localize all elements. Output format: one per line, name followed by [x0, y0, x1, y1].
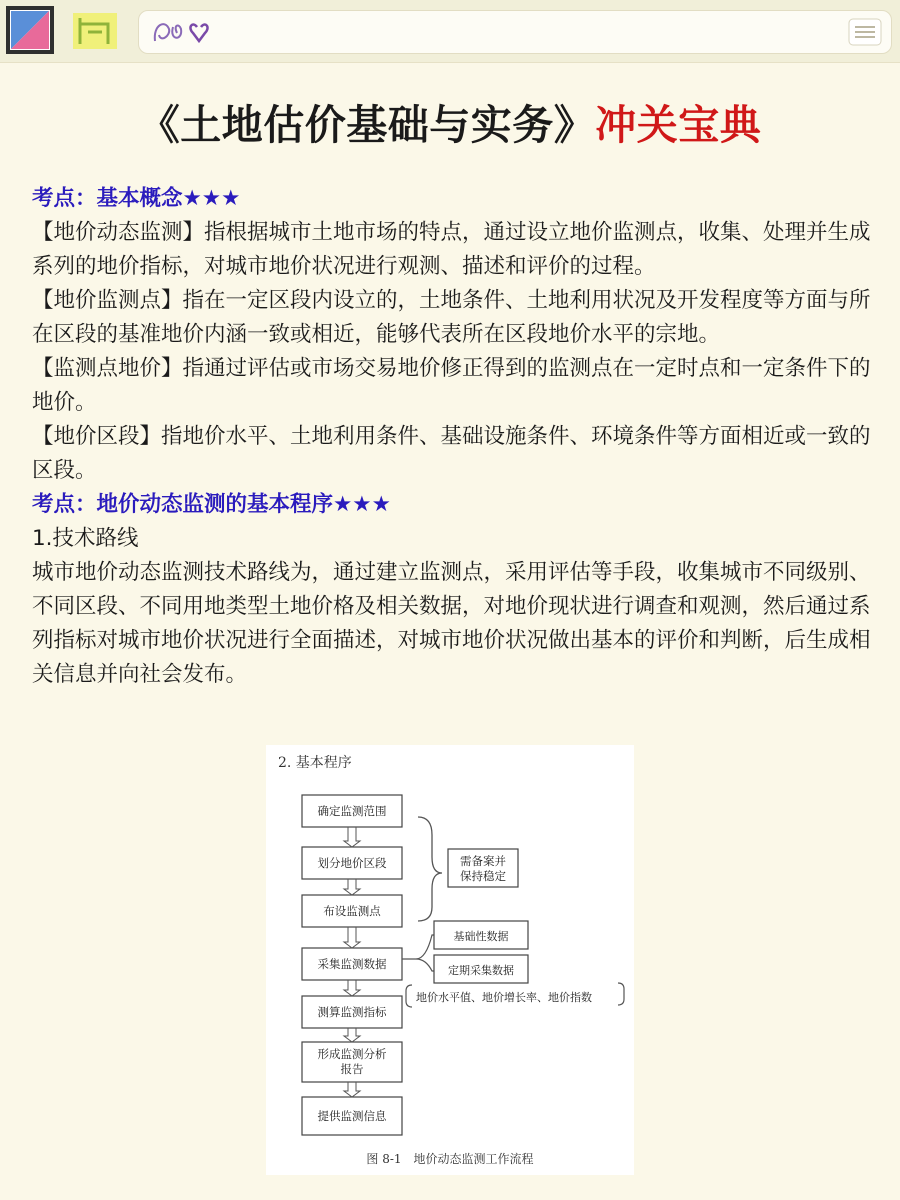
flowchart-heading: 2. 基本程序: [278, 755, 352, 771]
image-icon[interactable]: [4, 4, 56, 56]
doodle-icon: [147, 15, 229, 49]
star-rating: ★★★: [333, 492, 391, 517]
step-label: 测算监测指标: [317, 1005, 387, 1019]
menu-icon[interactable]: [845, 15, 885, 49]
note-text: 需备案并: [460, 854, 506, 868]
technical-route-paragraph: 城市地价动态监测技术路线为，通过建立监测点，采用评估等手段，收集城市不同级别、不同区段、不同用地类型土地价格及相关数据，对地价现状进行调查和观测，然后通过系列指标对城市地价状况进行全面描述，对城市地价状况做出基本的评价和判断，后生成相关信息并向社会发布。: [32, 560, 871, 687]
article-body: [32, 182, 872, 692]
section2-heading: 考点：地价动态监测的基本程序★★★: [32, 492, 391, 517]
flowchart-figure: [266, 745, 634, 1175]
sticky-note-icon[interactable]: [70, 10, 120, 52]
step-label: 提供监测信息: [317, 1109, 387, 1123]
step-label: 报告: [340, 1062, 364, 1076]
data-type-label: 基础性数据: [453, 930, 509, 943]
title-main: 《土地估价基础与实务》: [138, 101, 596, 149]
step-label: 确定监测范围: [317, 804, 387, 818]
figure-caption: 图 8-1 地价动态监测工作流程: [366, 1152, 534, 1166]
brace: [418, 817, 442, 921]
definition-paragraph: 【地价监测点】指在一定区段内设立的，土地条件、土地利用状况及开发程度等方面与所在区段的基准地价内涵一致或相近，能够代表所在区段地价水平的宗地。: [32, 288, 871, 347]
step-label: 形成监测分析: [317, 1047, 387, 1061]
step-label: 划分地价区段: [317, 856, 387, 870]
data-type-label: 定期采集数据: [448, 964, 514, 977]
definition-paragraph: 【监测点地价】指通过评估或市场交易地价修正得到的监测点在一定时点和一定条件下的地价。: [32, 356, 871, 415]
definition-paragraph: 【地价动态监测】指根据城市土地市场的特点，通过设立地价监测点，收集、处理并生成系列的地价指标，对城市地价状况进行观测、描述和评价的过程。: [32, 220, 871, 279]
top-toolbar: [0, 0, 900, 63]
page-title: [0, 92, 900, 151]
step-label: 采集监测数据: [317, 957, 387, 971]
bracket: [402, 935, 434, 971]
subheading: 1.技术路线: [32, 526, 139, 551]
section1-heading: 考点：基本概念★★★: [32, 186, 241, 211]
indicator-brace: [406, 985, 412, 1007]
definition-paragraph: 【地价区段】指地价水平、土地利用条件、基础设施条件、环境条件等方面相近或一致的区段。: [32, 424, 871, 483]
search-bar[interactable]: [138, 10, 892, 54]
step-label: 布设监测点: [323, 904, 381, 918]
indicator-text: 地价水平值、地价增长率、地价指数: [416, 991, 592, 1004]
star-rating: ★★★: [182, 186, 241, 211]
note-text: 保持稳定: [460, 869, 506, 883]
title-highlight: 冲关宝典: [595, 101, 762, 149]
